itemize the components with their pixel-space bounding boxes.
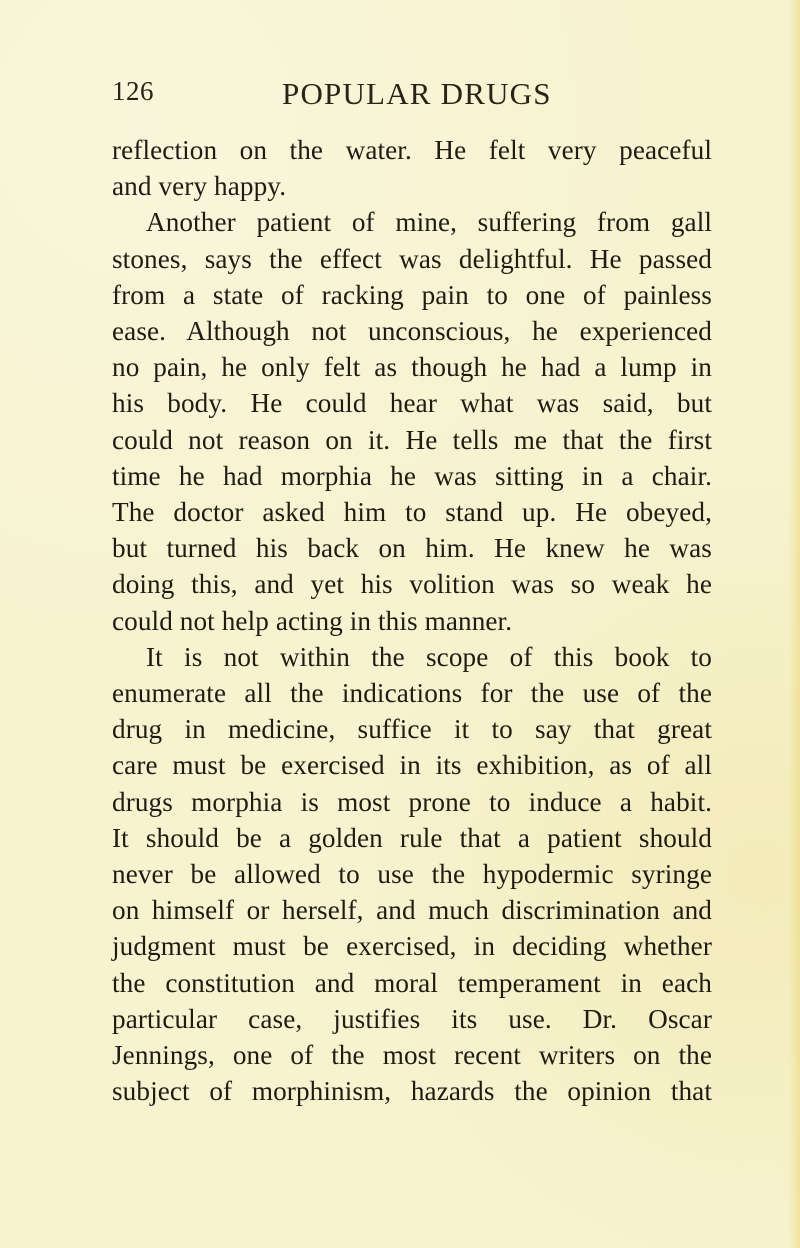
running-head: POPULAR DRUGS [282, 76, 552, 111]
text-line: but turned his back on him. He knew he was [112, 533, 712, 564]
text-line: doing this, and yet his volition was so weak he [112, 569, 712, 600]
text-line: ease. Although not unconscious, he experienced [112, 316, 712, 347]
text-line: and very happy. [112, 171, 287, 202]
page-number: 126 [112, 76, 154, 106]
body-text [112, 132, 712, 1109]
text-line: time he had morphia he was sitting in a chair. [112, 460, 712, 491]
text-line: care must be exercised in its exhibition, as of all [112, 750, 712, 781]
text-line: The doctor asked him to stand up. He obeyed, [112, 497, 712, 528]
text-line: Another patient of mine, suffering from gall [146, 207, 712, 238]
text-line: could not help acting in this manner. [112, 605, 513, 636]
text-line: on himself or herself, and much discrimination and [112, 895, 712, 926]
page-edge-shadow [788, 0, 800, 1248]
text-line: never be allowed to use the hypodermic syringe [112, 859, 712, 890]
text-line: from a state of racking pain to one of painless [112, 279, 712, 310]
text-line: reflection on the water. He felt very peaceful [112, 135, 712, 165]
text-line: the constitution and moral temperament in each [112, 967, 712, 998]
page-header [112, 76, 632, 116]
text-line: Jennings, one of the most recent writers on the [112, 1040, 712, 1071]
text-line: It should be a golden rule that a patient should [112, 822, 712, 853]
text-line: drugs morphia is most prone to induce a habit. [112, 786, 712, 817]
text-line: judgment must be exercised, in deciding whether [112, 931, 712, 962]
text-line: particular case, justifies its use. Dr. Oscar [112, 1003, 712, 1034]
text-line: It is not within the scope of this book to [146, 641, 712, 672]
text-line: enumerate all the indications for the use of the [112, 678, 712, 709]
text-line: could not reason on it. He tells me that the first [112, 424, 712, 455]
text-line: his body. He could hear what was said, but [112, 388, 712, 419]
text-line: subject of morphinism, hazards the opinion that [112, 1076, 712, 1107]
text-line: no pain, he only felt as though he had a lump in [112, 352, 712, 383]
text-line: drug in medicine, suffice it to say that great [112, 714, 712, 745]
text-line: stones, says the effect was delightful. He passed [112, 243, 712, 274]
